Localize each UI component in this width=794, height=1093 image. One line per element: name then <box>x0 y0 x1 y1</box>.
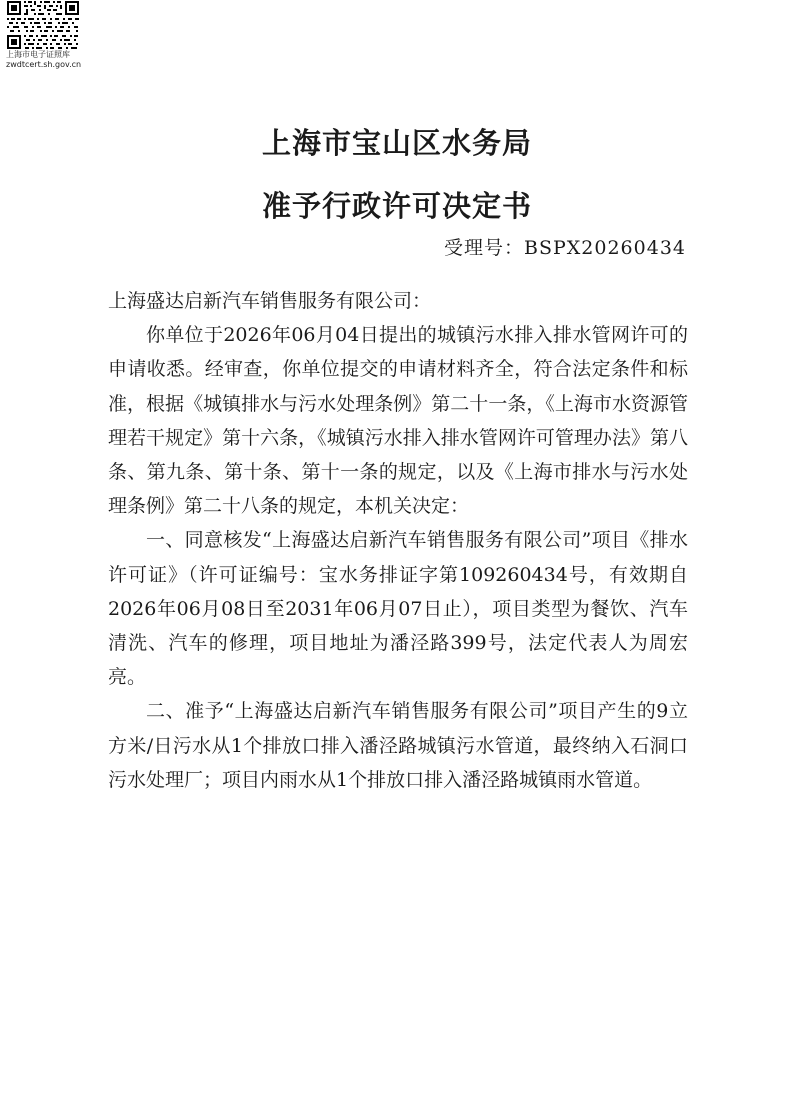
qr-caption-title: 上海市电子证照库 <box>6 50 70 59</box>
qr-stamp <box>6 0 82 70</box>
qr-caption-url: zwdtcert.sh.gov.cn <box>6 60 82 69</box>
qr-code-icon <box>6 0 80 50</box>
document-title-decision: 准予行政许可决定书 <box>261 189 532 223</box>
addressee: 上海盛达启新汽车销售服务有限公司： <box>108 290 432 312</box>
paragraph-review: 你单位于2026年06月04日提出的城镇污水排入排水管网许可的申请收悉。经审查，你单位提交的申请材料齐全，符合法定条件和标准，根据《城镇排水与污水处理条例》第二十一条，《上海市水资源管理若干规定》第十六条，《城镇污水排入排水管网许可管理办法》第八条、第九条、第十条、第十一条的规定，以及《上海市排水与污水处理条例》第二十八条的规定，本机关决定： <box>108 324 688 518</box>
document-title-agency: 上海市宝山区水务局 <box>261 126 532 160</box>
paragraph-license-issuance: 一、同意核发“上海盛达启新汽车销售服务有限公司”项目《排水许可证》（许可证编号：宝水务排证字第109260434号，有效期自2026年06月08日至2031年06月07日止），项目类型为餐饮、汽车清洗、汽车的修理，项目地址为潘泾路399号，法定代表人为周宏亮。 <box>108 529 688 689</box>
reference-number: 受理号：BSPX20260434 <box>444 237 686 259</box>
paragraph-discharge-approval: 二、准予“上海盛达启新汽车销售服务有限公司”项目产生的9立方米/日污水从1个排放口排入潘泾路城镇污水管道，最终纳入石洞口污水处理厂；项目内雨水从1个排放口排入潘泾路城镇雨水管道。 <box>108 700 688 791</box>
document-body <box>108 284 688 797</box>
